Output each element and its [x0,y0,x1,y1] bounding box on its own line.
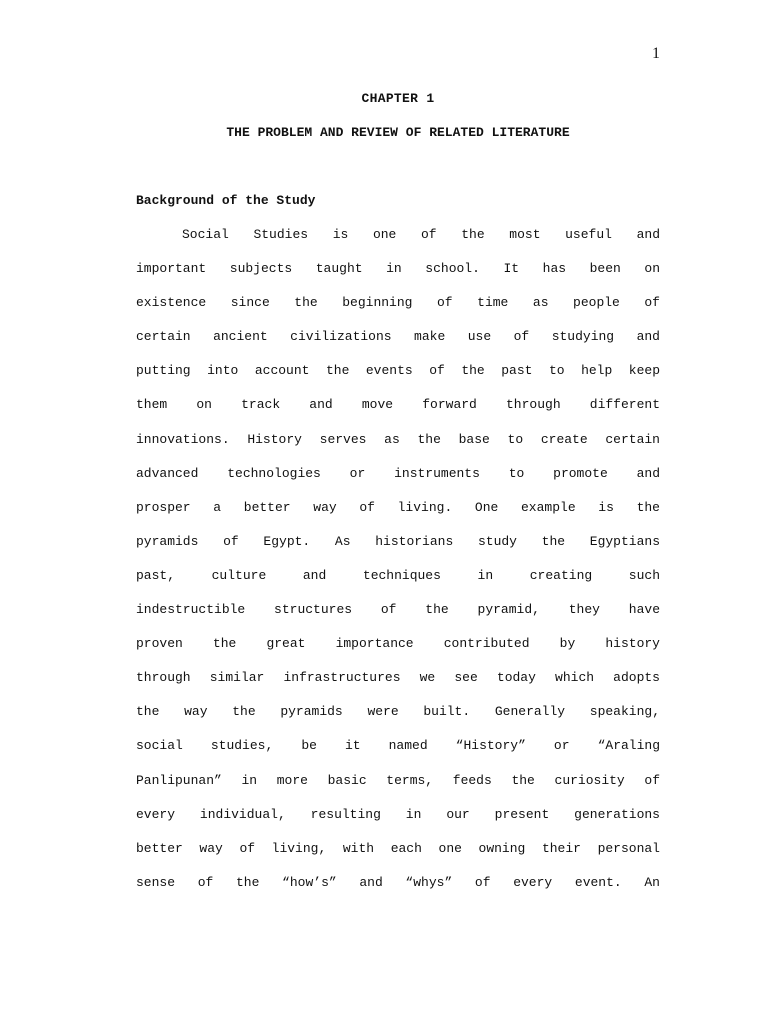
paragraph-line [136,601,660,635]
page-number: 1 [652,45,660,62]
paragraph-line-text: pyramids of Egypt. As historians study the Egyptians [136,533,660,549]
paragraph-line [136,499,660,533]
paragraph-line-text: indestructible structures of the pyramid, they have [136,602,660,618]
paragraph-line [136,260,660,294]
paragraph-line-text: every individual, resulting in our present generations [136,806,660,822]
paragraph-line [136,737,660,771]
body-paragraph [136,226,660,908]
paragraph-line [136,874,660,908]
paragraph-line-text: advanced technologies or instruments to promote and [136,465,660,481]
paragraph-line-text: existence since the beginning of time as people of [136,295,660,311]
paragraph-line-text: Social Studies is one of the most useful and [182,227,660,242]
paragraph-line [136,362,660,396]
paragraph-line [136,533,660,567]
paragraph-line [136,567,660,601]
paragraph-line [136,806,660,840]
paragraph-line [136,226,660,260]
paragraph-line [136,294,660,328]
paragraph-line-text: putting into account the events of the past to help keep [136,363,660,379]
paragraph-line [136,669,660,703]
paragraph-line-text: the way the pyramids were built. Generally speaking, [136,704,660,720]
section-heading: Background of the Study [136,193,316,208]
paragraph-line-text: better way of living, with each one owning their personal [136,840,660,856]
paragraph-line-text: past, culture and techniques in creating such [136,567,660,583]
paragraph-line-text: them on track and move forward through different [136,397,660,413]
paragraph-line-text: innovations. History serves as the base to create certain [136,431,660,447]
paragraph-line-text: through similar infrastructures we see today which adopts [136,670,660,686]
paragraph-line-text: Panlipunan” in more basic terms, feeds the curiosity of [136,772,660,788]
paragraph-line [136,328,660,362]
paragraph-line [136,396,660,430]
paragraph-line [136,635,660,669]
paragraph-line-text: sense of the “how’s” and “whys” of every event. An [136,874,660,890]
paragraph-line-text: important subjects taught in school. It has been on [136,261,660,277]
chapter-title: THE PROBLEM AND REVIEW OF RELATED LITERATURE [226,125,570,140]
paragraph-line [136,431,660,465]
paragraph-line-text: certain ancient civilizations make use of studying and [136,329,660,345]
paragraph-line [136,703,660,737]
paragraph-line [136,772,660,806]
paragraph-line-text: social studies, be it named “History” or “Araling [136,738,660,754]
chapter-label: CHAPTER 1 [361,91,435,106]
paragraph-line-text: prosper a better way of living. One example is the [136,499,660,515]
paragraph-line-text: proven the great importance contributed by history [136,636,660,652]
paragraph-line [136,840,660,874]
paragraph-line [136,465,660,499]
